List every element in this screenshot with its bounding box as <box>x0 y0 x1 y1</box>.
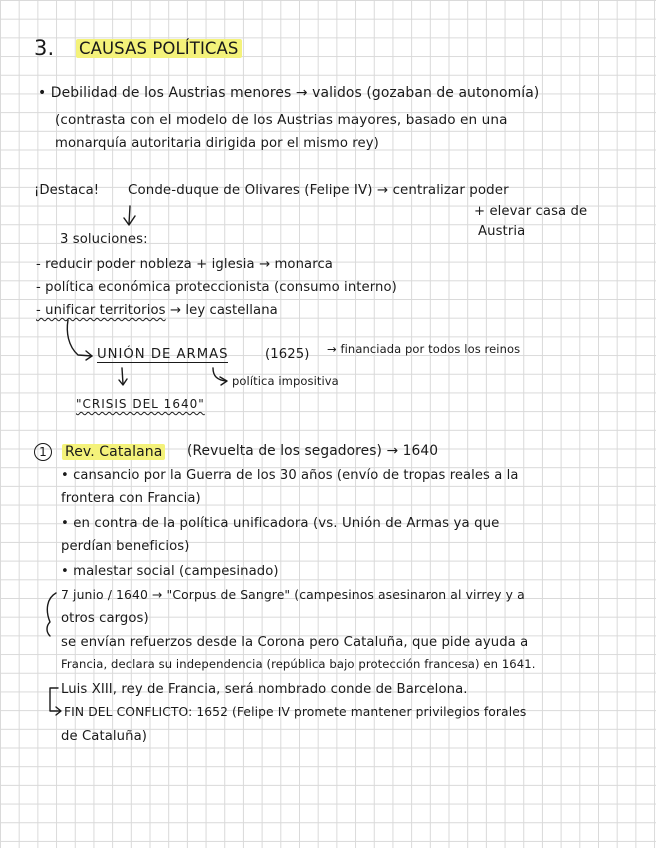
intro-line-1: • Debilidad de los Austrias menores → validos (gozaban de autonomía) <box>38 85 540 101</box>
solution-3-rest: → ley castellana <box>169 303 278 318</box>
intro-line-3: monarquía autoritaria dirigida por el mismo rey) <box>55 136 379 151</box>
catalan-line-6: 7 junio / 1640 → "Corpus de Sangre" (campesinos asesinaron al virrey y a <box>61 587 525 602</box>
catalan-title <box>62 445 165 459</box>
intro-line-2: (contrasta con el modelo de los Austrias mayores, basado en una <box>55 112 508 128</box>
section-number: 3. <box>34 36 55 60</box>
solution-2: - política económica proteccionista (consumo interno) <box>36 280 397 295</box>
union-policy: política impositiva <box>232 374 339 388</box>
solution-3 <box>36 304 278 317</box>
catalan-line-3: • en contra de la política unificadora (vs. Unión de Armas ya que <box>61 516 500 531</box>
arrow-to-policy <box>213 368 226 381</box>
solution-3-key: - unificar territorios <box>36 303 166 318</box>
arrow-to-union <box>67 320 92 356</box>
catalan-line-5: • malestar social (campesinado) <box>61 564 279 579</box>
union-year: (1625) <box>265 347 310 362</box>
catalan-line-4: perdían beneficios) <box>61 539 190 554</box>
catalan-subtitle: (Revuelta de los segadores) → 1640 <box>187 443 439 459</box>
solutions-title: 3 soluciones: <box>60 232 148 247</box>
section-title-text: CAUSAS POLÍTICAS <box>76 39 242 58</box>
arrow-to-crisis <box>122 368 123 384</box>
catalan-title-text: Rev. Catalana <box>62 444 165 460</box>
bracket-fin <box>50 688 60 711</box>
catalan-line-12: de Cataluña) <box>61 729 148 744</box>
bracket-corpus <box>47 593 56 636</box>
catalan-number: 1 <box>34 443 52 461</box>
crisis-label <box>76 398 205 410</box>
destaca-aside-2: Austria <box>478 224 526 239</box>
union-title <box>97 348 228 361</box>
catalan-line-8: se envían refuerzos desde la Corona pero Cataluña, que pide ayuda a <box>61 635 529 650</box>
destaca-text: Conde-duque de Olivares (Felipe IV) → centralizar poder <box>128 183 509 198</box>
union-financed: → financiada por todos los reinos <box>327 342 521 356</box>
catalan-line-9: Francia, declara su independencia (república bajo protección francesa) en 1641. <box>61 657 536 671</box>
destaca-label: ¡Destaca! <box>34 183 100 198</box>
solution-1: - reducir poder nobleza + iglesia → monarca <box>36 257 333 272</box>
arrow-down-solutions <box>129 206 130 224</box>
section-title <box>76 41 242 58</box>
union-title-text: UNIÓN DE ARMAS <box>97 347 229 362</box>
catalan-line-11: FIN DEL CONFLICTO: 1652 (Felipe IV promete mantener privilegios forales <box>64 705 527 719</box>
catalan-line-2: frontera con Francia) <box>61 491 201 506</box>
catalan-line-1: • cansancio por la Guerra de los 30 años (envío de tropas reales a la <box>61 468 519 483</box>
destaca-aside-1: + elevar casa de <box>474 204 588 219</box>
catalan-line-10: Luis XIII, rey de Francia, será nombrado conde de Barcelona. <box>61 682 468 697</box>
crisis-text: "CRISIS DEL 1640" <box>76 397 205 411</box>
catalan-line-7: otros cargos) <box>61 611 149 626</box>
